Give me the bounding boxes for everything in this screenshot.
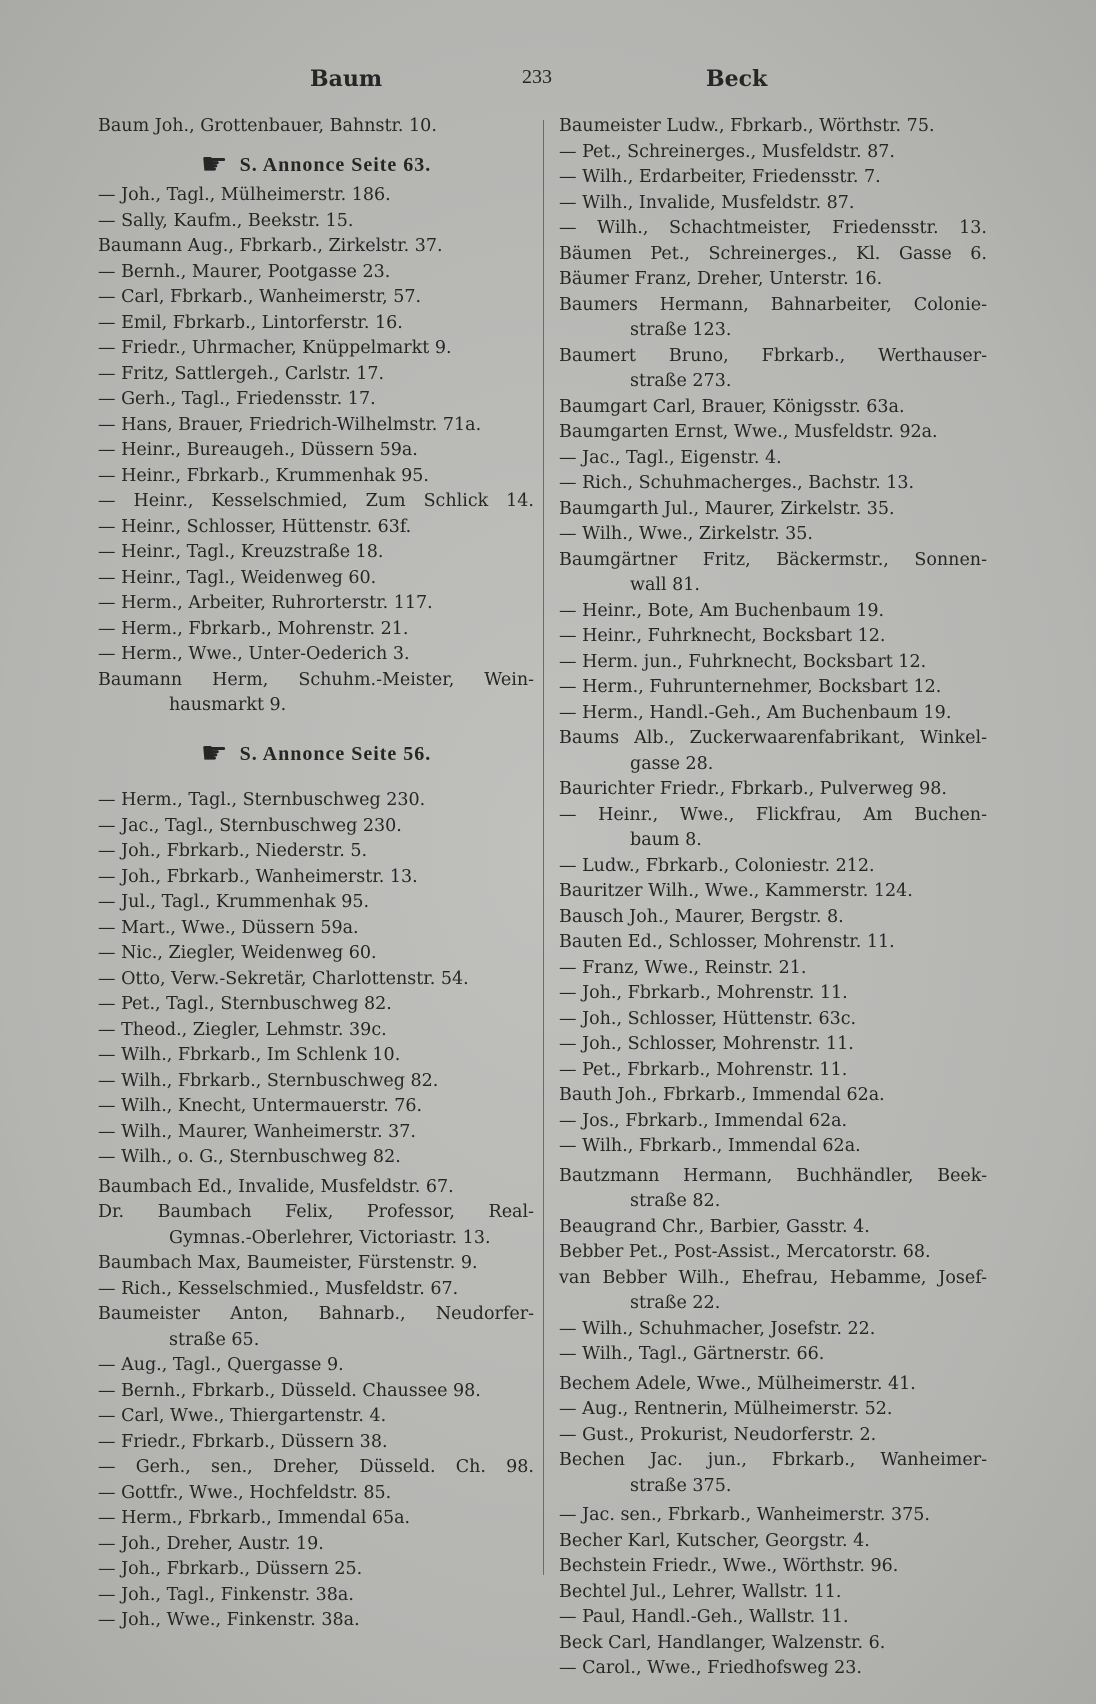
directory-entry: — Mart., Wwe., Düssern 59a. [98,917,359,938]
directory-entry: — Wilh., Schachtmeister, Friedensstr. 13. [559,218,987,238]
running-head-right: Beck [706,66,768,92]
directory-entry: — Gust., Prokurist, Neudorferstr. 2. [559,1424,877,1445]
directory-entry: — Nic., Ziegler, Weidenweg 60. [98,943,377,963]
directory-entry: — Gottfr., Wwe., Hochfeldstr. 85. [98,1482,392,1503]
directory-entry: Baumbach Max, Baumeister, Fürstenstr. 9. [98,1253,478,1273]
directory-entry: — Wilh., Maurer, Wanheimerstr. 37. [98,1121,416,1142]
entry-continuation: straße 65. [169,1329,260,1350]
directory-entry: — Herm. jun., Fuhrknecht, Bocksbart 12. [559,651,927,672]
directory-entry: — Joh., Schlosser, Mohrenstr. 11. [559,1034,854,1054]
directory-entry: — Herm., Fbrkarb., Mohrenstr. 21. [98,618,409,639]
directory-entry: — Wilh., Fbrkarb., Immendal 62a. [559,1136,861,1156]
directory-entry: Bauten Ed., Schlosser, Mohrenstr. 11. [559,932,895,952]
entry-continuation: wall 81. [630,575,700,595]
directory-entry: — Wilh., o. G., Sternbuschweg 82. [98,1147,401,1167]
pointing-hand-icon: ☛ [200,151,228,177]
directory-entry: — Heinr., Bote, Am Buchenbaum 19. [559,600,885,621]
directory-entry: Bauritzer Wilh., Wwe., Kammerstr. 124. [559,881,913,901]
directory-entry: — Carl, Wwe., Thiergartenstr. 4. [98,1406,387,1426]
directory-entry: Baumann Aug., Fbrkarb., Zirkelstr. 37. [98,236,443,256]
directory-entry: — Aug., Tagl., Quergasse 9. [98,1355,344,1375]
directory-entry: — Otto, Verw.-Sekretär, Charlottenstr. 54. [98,968,469,989]
directory-entry: — Gerh., sen., Dreher, Düsseld. Ch. 98. [98,1457,534,1477]
annonce-reference [98,741,534,767]
annonce-reference [98,152,534,178]
directory-entry: — Joh., Wwe., Finkenstr. 38a. [98,1610,360,1630]
directory-entry: — Herm., Fbrkarb., Immendal 65a. [98,1508,411,1528]
entry-continuation: straße 123. [630,320,732,340]
directory-entry: — Joh., Tagl., Mülheimerstr. 186. [98,185,391,205]
directory-entry: — Joh., Fbrkarb., Düssern 25. [98,1559,363,1579]
directory-entry: — Herm., Fuhrunternehmer, Bocksbart 12. [559,677,942,697]
right-column [559,114,987,1682]
directory-entry: Baumann Herm, Schuhm.-Meister, Wein- [98,669,534,690]
directory-entry: Bebber Pet., Post-Assist., Mercatorstr. 68. [559,1242,931,1262]
directory-entry: — Pet., Tagl., Sternbuschweg 82. [98,994,392,1014]
directory-entry: — Joh., Fbrkarb., Niederstr. 5. [98,841,368,861]
directory-entry: — Joh., Fbrkarb., Mohrenstr. 11. [559,983,848,1003]
directory-entry: — Emil, Fbrkarb., Lintorferstr. 16. [98,312,403,333]
directory-entry: — Herm., Wwe., Unter-Oederich 3. [98,644,410,664]
directory-entry: — Hans, Brauer, Friedrich-Wilhelmstr. 71a. [98,414,482,435]
annonce-text: S. Annonce Seite 56. [239,742,432,765]
directory-entry: Bechtel Jul., Lehrer, Wallstr. 11. [559,1581,842,1602]
running-head-left: Baum [310,66,383,92]
directory-entry: — Fritz, Sattlergeh., Carlstr. 17. [98,363,385,384]
directory-entry: — Herm., Arbeiter, Ruhrorterstr. 117. [98,593,433,613]
directory-entry: Baumert Bruno, Fbrkarb., Werthauser- [559,345,987,366]
directory-entry: Baumgarth Jul., Maurer, Zirkelstr. 35. [559,498,895,519]
directory-entry: Bechstein Friedr., Wwe., Wörthstr. 96. [559,1556,899,1576]
directory-entry: — Aug., Rentnerin, Mülheimerstr. 52. [559,1399,893,1419]
directory-entry: — Herm., Handl.-Geh., Am Buchenbaum 19. [559,702,952,723]
directory-entry: — Wilh., Fbrkarb., Sternbuschweg 82. [98,1070,439,1091]
directory-entry: — Carol., Wwe., Friedhofsweg 23. [559,1658,862,1678]
directory-entry: Baum Joh., Grottenbauer, Bahnstr. 10. [98,116,437,136]
entry-continuation: straße 273. [630,371,732,391]
directory-entry: Baumers Hermann, Bahnarbeiter, Colonie- [559,294,987,315]
directory-entry: Baurichter Friedr., Fbrkarb., Pulverweg 98. [559,779,947,799]
directory-entry: Baumgart Carl, Brauer, Königsstr. 63a. [559,396,905,417]
directory-entry: — Heinr., Kesselschmied, Zum Schlick 14. [98,491,534,511]
entry-continuation: straße 375. [630,1475,732,1496]
page-number: 233 [522,66,552,88]
directory-entry: van Bebber Wilh., Ehefrau, Hebamme, Josef- [559,1267,987,1288]
directory-entry: Bauth Joh., Fbrkarb., Immendal 62a. [559,1085,885,1105]
directory-entry: — Heinr., Tagl., Weidenweg 60. [98,567,377,588]
directory-entry: — Franz, Wwe., Reinstr. 21. [559,957,807,978]
directory-entry: — Rich., Schuhmacherges., Bachstr. 13. [559,473,915,493]
directory-entry: Beck Carl, Handlanger, Walzenstr. 6. [559,1632,886,1653]
directory-entry: Baumeister Anton, Bahnarb., Neudorfer- [98,1304,534,1324]
directory-entry: — Heinr., Schlosser, Hüttenstr. 63f. [98,516,412,537]
directory-entry: Baumgärtner Fritz, Bäckermstr., Sonnen- [559,549,987,570]
directory-entry: — Jac., Tagl., Sternbuschweg 230. [98,815,402,836]
directory-entry: — Jac., Tagl., Eigenstr. 4. [559,447,782,468]
directory-entry: Baumeister Ludw., Fbrkarb., Wörthstr. 75. [559,116,935,136]
directory-entry: Baumbach Ed., Invalide, Musfeldstr. 67. [98,1176,454,1197]
directory-entry: Beaugrand Chr., Barbier, Gasstr. 4. [559,1216,870,1237]
directory-entry: Baums Alb., Zuckerwaarenfabrikant, Winkel- [559,728,987,748]
directory-entry: — Friedr., Fbrkarb., Düssern 38. [98,1431,388,1452]
directory-entry: Bechen Jac. jun., Fbrkarb., Wanheimer- [559,1450,987,1470]
directory-entry: — Ludw., Fbrkarb., Coloniestr. 212. [559,855,875,876]
directory-entry: Bautzmann Hermann, Buchhändler, Beek- [559,1165,987,1186]
directory-entry: Bäumen Pet., Schreinerges., Kl. Gasse 6. [559,243,987,264]
directory-entry: — Heinr., Fuhrknecht, Bocksbart 12. [559,626,886,646]
directory-entry: — Herm., Tagl., Sternbuschweg 230. [98,790,426,810]
directory-entry: — Jos., Fbrkarb., Immendal 62a. [559,1110,848,1131]
directory-entry: — Wilh., Wwe., Zirkelstr. 35. [559,524,813,544]
directory-entry: Bechem Adele, Wwe., Mülheimerstr. 41. [559,1373,916,1394]
entry-continuation: straße 82. [630,1191,721,1211]
directory-entry: — Gerh., Tagl., Friedensstr. 17. [98,389,376,409]
directory-entry: — Wilh., Invalide, Musfeldstr. 87. [559,192,855,213]
directory-entry: Bäumer Franz, Dreher, Unterstr. 16. [559,269,883,289]
entry-continuation: Gymnas.-Oberlehrer, Victoriastr. 13. [169,1227,491,1248]
entry-continuation: straße 22. [630,1293,721,1313]
entry-continuation: gasse 28. [630,753,714,774]
column-divider [543,120,544,1575]
directory-entry: — Bernh., Fbrkarb., Düsseld. Chaussee 98. [98,1380,481,1401]
directory-entry: Baumgarten Ernst, Wwe., Musfeldstr. 92a. [559,422,938,442]
directory-entry: — Joh., Dreher, Austr. 19. [98,1533,324,1554]
directory-entry: — Theod., Ziegler, Lehmstr. 39c. [98,1019,387,1040]
directory-entry: — Heinr., Fbrkarb., Krummenhak 95. [98,465,429,486]
directory-entry: — Bernh., Maurer, Pootgasse 23. [98,261,391,282]
pointing-hand-icon: ☛ [200,740,228,766]
directory-entry: — Carl, Fbrkarb., Wanheimerstr, 57. [98,287,422,307]
directory-entry: — Pet., Fbrkarb., Mohrenstr. 11. [559,1059,848,1080]
entry-continuation: hausmarkt 9. [169,695,287,715]
directory-entry: — Joh., Schlosser, Hüttenstr. 63c. [559,1008,857,1029]
directory-entry: — Friedr., Uhrmacher, Knüppelmarkt 9. [98,338,452,358]
entry-continuation: baum 8. [630,830,702,850]
directory-entry: — Pet., Schreinerges., Musfeldstr. 87. [559,141,895,162]
directory-entry: Bausch Joh., Maurer, Bergstr. 8. [559,906,844,927]
directory-entry: — Joh., Fbrkarb., Wanheimerstr. 13. [98,866,418,887]
annonce-text: S. Annonce Seite 63. [239,153,432,176]
directory-entry: — Wilh., Erdarbeiter, Friedensstr. 7. [559,167,881,187]
directory-entry: — Wilh., Schuhmacher, Josefstr. 22. [559,1318,876,1339]
directory-entry: — Jac. sen., Fbrkarb., Wanheimerstr. 375. [559,1505,930,1525]
directory-entry: — Heinr., Tagl., Kreuzstraße 18. [98,542,384,562]
directory-entry: — Joh., Tagl., Finkenstr. 38a. [98,1584,354,1605]
directory-entry: — Rich., Kesselschmied., Musfeldstr. 67. [98,1278,459,1299]
directory-entry: Dr. Baumbach Felix, Professor, Real- [98,1202,534,1222]
directory-entry: — Wilh., Tagl., Gärtnerstr. 66. [559,1344,825,1364]
directory-entry: — Sally, Kaufm., Beekstr. 15. [98,210,354,231]
directory-entry: — Heinr., Wwe., Flickfrau, Am Buchen- [559,804,987,825]
directory-entry: — Jul., Tagl., Krummenhak 95. [98,892,370,912]
left-column [98,114,534,1634]
directory-entry: — Heinr., Bureaugeh., Düssern 59a. [98,440,418,460]
directory-entry: — Wilh., Fbrkarb., Im Schlenk 10. [98,1045,401,1065]
directory-entry: Becher Karl, Kutscher, Georgstr. 4. [559,1530,870,1551]
directory-entry: — Paul, Handl.-Geh., Wallstr. 11. [559,1607,849,1627]
directory-entry: — Wilh., Knecht, Untermauerstr. 76. [98,1096,423,1116]
